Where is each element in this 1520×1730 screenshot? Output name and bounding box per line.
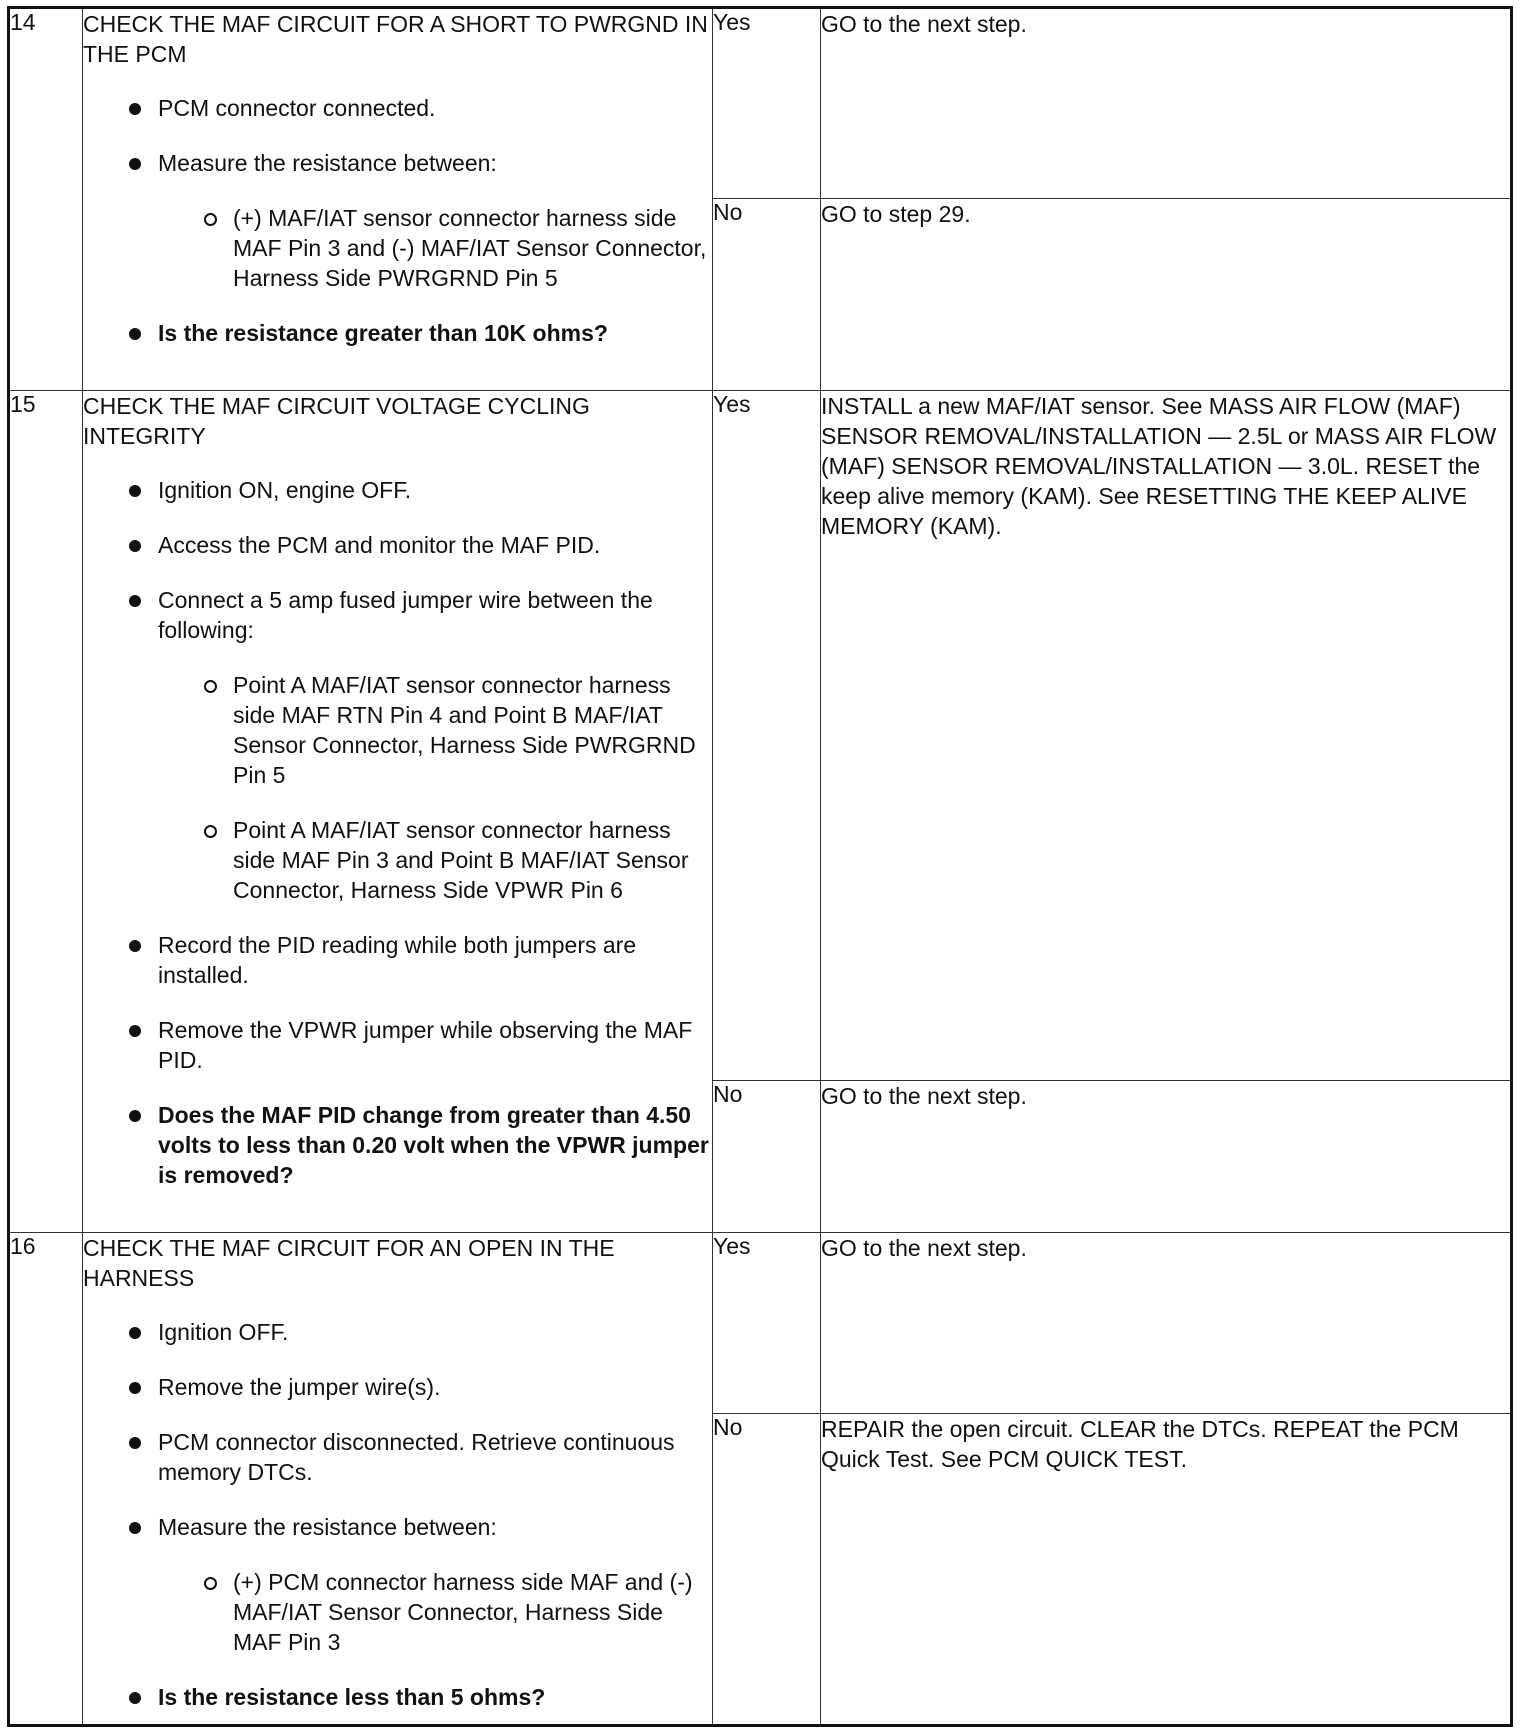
no-action: GO to step 29. (821, 199, 1512, 391)
bullet-item: PCM connector disconnected. Retrieve continuous memory DTCs. (83, 1427, 712, 1487)
step-number: 14 (9, 8, 83, 391)
step-instructions (83, 1233, 713, 1726)
bullet-item: Remove the VPWR jumper while observing the MAF PID. (83, 1015, 712, 1075)
sub-bullet-item: (+) PCM connector harness side MAF and (-) MAF/IAT Sensor Connector, Harness Side MAF Pin 3 (158, 1567, 712, 1657)
bullet-item: Record the PID reading while both jumpers are installed. (83, 930, 712, 990)
step-title: CHECK THE MAF CIRCUIT VOLTAGE CYCLING INTEGRITY (83, 393, 590, 449)
yes-label: Yes (713, 1233, 821, 1414)
sub-bullet-list (158, 670, 712, 905)
sub-bullet-item: Point A MAF/IAT sensor connector harness side MAF RTN Pin 4 and Point B MAF/IAT Sensor Connector, Harness Side PWRGRND Pin 5 (158, 670, 712, 790)
bullet-text: Connect a 5 amp fused jumper wire between the following: (158, 587, 653, 643)
bullet-text: Measure the resistance between: (158, 150, 497, 176)
step-title: CHECK THE MAF CIRCUIT FOR AN OPEN IN THE HARNESS (83, 1235, 615, 1291)
bullet-list (83, 1317, 712, 1712)
no-label: No (713, 199, 821, 391)
step-instructions (83, 8, 713, 391)
bullet-item: Ignition OFF. (83, 1317, 712, 1347)
yes-label: Yes (713, 391, 821, 1081)
step-question: Is the resistance greater than 10K ohms? (83, 318, 712, 348)
no-label: No (713, 1414, 821, 1726)
no-action: GO to the next step. (821, 1081, 1512, 1233)
bullet-list (83, 93, 712, 348)
bullet-item: Access the PCM and monitor the MAF PID. (83, 530, 712, 560)
yes-action: GO to the next step. (821, 1233, 1512, 1414)
step-title: CHECK THE MAF CIRCUIT FOR A SHORT TO PWRGND IN THE PCM (83, 11, 708, 67)
sub-bullet-item: (+) MAF/IAT sensor connector harness side MAF Pin 3 and (-) MAF/IAT Sensor Connector, Harness Side PWRGRND Pin 5 (158, 203, 712, 293)
step-question: Does the MAF PID change from greater than 4.50 volts to less than 0.20 volt when the VPWR jumper is removed? (83, 1100, 712, 1190)
yes-action: INSTALL a new MAF/IAT sensor. See MASS AIR FLOW (MAF) SENSOR REMOVAL/INSTALLATION — 2.5L or MASS AIR FLOW (MAF) SENSOR REMOVAL/INSTALLATION — 3.0L. RESET the keep alive memory (KAM). See RESETTING THE KEEP ALIVE MEMORY (KAM). (821, 391, 1512, 1081)
diagnostic-steps-table (7, 6, 1513, 1727)
step-15-yes-row (9, 391, 1512, 1081)
bullet-item (83, 1512, 712, 1657)
bullet-item: Remove the jumper wire(s). (83, 1372, 712, 1402)
step-question: Is the resistance less than 5 ohms? (83, 1682, 712, 1712)
yes-action: GO to the next step. (821, 8, 1512, 199)
bullet-item (83, 148, 712, 293)
no-action: REPAIR the open circuit. CLEAR the DTCs. REPEAT the PCM Quick Test. See PCM QUICK TEST. (821, 1414, 1512, 1726)
bullet-text: Measure the resistance between: (158, 1514, 497, 1540)
no-label: No (713, 1081, 821, 1233)
step-14-yes-row (9, 8, 1512, 199)
step-number: 15 (9, 391, 83, 1233)
step-16-yes-row (9, 1233, 1512, 1414)
sub-bullet-list (158, 1567, 712, 1657)
bullet-item (83, 585, 712, 905)
yes-label: Yes (713, 8, 821, 199)
sub-bullet-item: Point A MAF/IAT sensor connector harness side MAF Pin 3 and Point B MAF/IAT Sensor Connector, Harness Side VPWR Pin 6 (158, 815, 712, 905)
bullet-list (83, 475, 712, 1190)
sub-bullet-list (158, 203, 712, 293)
bullet-item: Ignition ON, engine OFF. (83, 475, 712, 505)
step-instructions (83, 391, 713, 1233)
step-number: 16 (9, 1233, 83, 1726)
bullet-item: PCM connector connected. (83, 93, 712, 123)
